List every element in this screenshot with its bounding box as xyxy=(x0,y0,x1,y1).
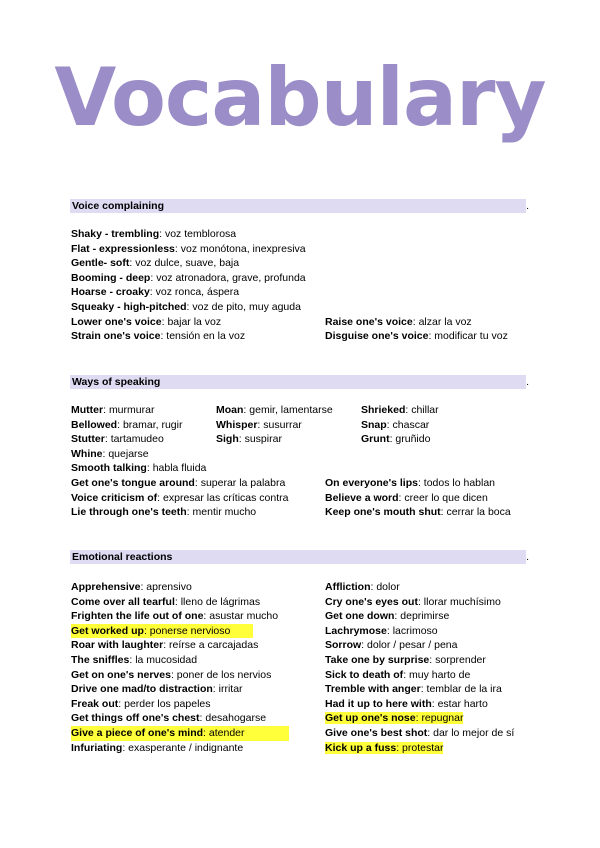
list-item-highlighted: Give a piece of one's mind: atender xyxy=(71,726,289,741)
ways-of-speaking-col-2 xyxy=(216,403,333,447)
term: Whisper xyxy=(216,418,258,431)
term: Flat - expressionless xyxy=(71,242,175,255)
definition: chillar xyxy=(411,404,439,416)
term: Get worked up xyxy=(71,624,144,637)
definition: voz temblorosa xyxy=(164,228,237,240)
list-item: Moan: gemir, lamentarse xyxy=(216,404,333,416)
term: Keep one's mouth shut xyxy=(325,506,441,519)
definition: asustar mucho xyxy=(209,610,279,623)
section-title: Ways of speaking xyxy=(72,376,161,388)
list-item: Bellowed: bramar, rugir xyxy=(71,418,183,431)
term: Give one's best shot xyxy=(325,726,428,739)
list-item: Believe a word: creer lo que dicen xyxy=(325,491,488,504)
list-item: Whisper: susurrar xyxy=(216,418,302,431)
definition: protestar xyxy=(402,741,444,754)
definition: bajar la voz xyxy=(167,315,222,328)
term: Sorrow xyxy=(325,639,362,652)
list-item: Raise one's voice: alzar la voz xyxy=(325,315,472,328)
emotional-reactions-col-2 xyxy=(325,580,514,755)
list-item: Cry one's eyes out: llorar muchísimo xyxy=(325,595,501,608)
term: Get one's tongue around xyxy=(71,476,195,489)
list-item: Get one down: deprimirse xyxy=(325,610,450,623)
emotional-reactions-col-1 xyxy=(71,580,289,755)
ways-of-speaking-col-3 xyxy=(361,403,439,447)
definition: lacrimoso xyxy=(392,624,438,637)
list-item: Sick to death of: muy harto de xyxy=(325,668,471,681)
list-item: Had it up to here with: estar harto xyxy=(325,697,488,710)
term: Lie through one's teeth xyxy=(71,506,187,519)
voice-complaining-col-2 xyxy=(325,315,508,344)
term: Lachrymose xyxy=(325,624,387,637)
term: Whine xyxy=(71,447,103,460)
term: Shrieked xyxy=(361,404,406,416)
definition: susurrar xyxy=(263,418,302,431)
term: Give a piece of one's mind xyxy=(71,726,204,739)
list-item-highlighted: Get up one's nose: repugnar xyxy=(325,712,464,725)
definition: dar lo mejor de sí xyxy=(433,726,515,739)
term: Get up one's nose xyxy=(325,712,416,725)
definition: poner de los nervios xyxy=(176,668,272,681)
section-trailing-dot: . xyxy=(526,376,529,388)
definition: superar la palabra xyxy=(200,476,286,489)
list-item: Gentle- soft: voz dulce, suave, baja xyxy=(71,257,240,270)
definition: creer lo que dicen xyxy=(404,491,488,504)
list-item: The sniffles: la mucosidad xyxy=(71,653,198,666)
list-item: Infuriating: exasperante / indignante xyxy=(71,741,244,754)
term: Raise one's voice xyxy=(325,315,413,328)
term: Sick to death of xyxy=(325,668,404,681)
term: Bellowed xyxy=(71,418,118,431)
definition: dolor xyxy=(376,581,400,593)
list-item: Stutter: tartamudeo xyxy=(71,433,164,446)
list-item: Lower one's voice: bajar la voz xyxy=(71,315,222,328)
list-item: Squeaky - high-pitched: voz de pito, muy aguda xyxy=(71,300,301,313)
term: Come over all tearful xyxy=(71,595,175,608)
list-item: Shrieked: chillar xyxy=(361,404,439,416)
page-title: Vocabulary xyxy=(54,51,546,144)
definition: gruñido xyxy=(395,433,431,446)
term: Sigh xyxy=(216,433,239,446)
list-item: Snap: chascar xyxy=(361,418,430,431)
definition: desahogarse xyxy=(205,712,267,725)
definition: muy harto de xyxy=(409,668,471,681)
list-item: Hoarse - croaky: voz ronca, áspera xyxy=(71,286,240,299)
term: Strain one's voice xyxy=(71,330,161,343)
definition: temblar de la ira xyxy=(426,683,502,696)
term: Booming - deep xyxy=(71,271,151,284)
term: Affliction xyxy=(325,581,371,593)
definition: expresar las críticas contra xyxy=(163,491,289,504)
section-trailing-dot: . xyxy=(526,200,529,212)
definition: voz atronadora, grave, profunda xyxy=(156,271,306,284)
term: Mutter xyxy=(71,404,104,416)
section-title: Voice complaining xyxy=(72,200,164,212)
term: Hoarse - croaky xyxy=(71,286,150,299)
definition: voz ronca, áspera xyxy=(155,286,240,299)
definition: lleno de lágrimas xyxy=(180,595,261,608)
term: Tremble with anger xyxy=(325,683,421,696)
definition: voz de pito, muy aguda xyxy=(192,300,301,313)
section-header-emotional-reactions xyxy=(70,550,529,564)
term: Get things off one's chest xyxy=(71,712,200,725)
term: Apprehensive xyxy=(71,581,141,593)
list-item: Affliction: dolor xyxy=(325,581,400,593)
term: Kick up a fuss xyxy=(325,741,397,754)
list-item: Tremble with anger: temblar de la ira xyxy=(325,683,502,696)
list-item: Mutter: murmurar xyxy=(71,404,155,416)
term: Freak out xyxy=(71,697,119,710)
definition: la mucosidad xyxy=(135,653,198,666)
definition: deprimirse xyxy=(400,610,450,623)
term: Infuriating xyxy=(71,741,123,754)
definition: exasperante / indignante xyxy=(128,741,244,754)
term: Disguise one's voice xyxy=(325,330,429,343)
list-item: Drive one mad/to distraction: irritar xyxy=(71,683,243,696)
term: The sniffles xyxy=(71,653,130,666)
definition: tartamudeo xyxy=(110,433,164,446)
definition: estar harto xyxy=(437,697,488,710)
definition: ponerse nervioso xyxy=(149,624,231,637)
definition: atender xyxy=(208,726,245,739)
term: Had it up to here with xyxy=(325,697,432,710)
term: Believe a word xyxy=(325,491,399,504)
term: Cry one's eyes out xyxy=(325,595,418,608)
voice-complaining-col-1 xyxy=(71,227,306,344)
list-item: Flat - expressionless: voz monótona, inexpresiva xyxy=(71,242,306,255)
term: Frighten the life out of one xyxy=(71,610,204,623)
term: Squeaky - high-pitched xyxy=(71,300,187,313)
term: Smooth talking xyxy=(71,462,147,475)
term: Drive one mad/to distraction xyxy=(71,683,213,696)
term: Moan xyxy=(216,404,244,416)
definition: perder los papeles xyxy=(124,697,211,710)
list-item: Get things off one's chest: desahogarse xyxy=(71,712,267,725)
definition: dolor / pesar / pena xyxy=(367,639,458,652)
list-item: Lie through one's teeth: mentir mucho xyxy=(71,506,257,519)
definition: quejarse xyxy=(108,447,149,460)
definition: todos lo hablan xyxy=(423,477,496,489)
term: On everyone's lips xyxy=(325,477,418,489)
definition: bramar, rugir xyxy=(122,418,183,431)
list-item: Freak out: perder los papeles xyxy=(71,697,211,710)
definition: cerrar la boca xyxy=(446,506,511,519)
term: Shaky - trembling xyxy=(71,228,160,240)
list-item: Disguise one's voice: modificar tu voz xyxy=(325,330,508,343)
definition: tensión en la voz xyxy=(166,330,246,343)
list-item: Booming - deep: voz atronadora, grave, profunda xyxy=(71,271,306,284)
definition: aprensivo xyxy=(146,581,192,593)
definition: repugnar xyxy=(421,712,464,725)
definition: sorprender xyxy=(435,653,486,666)
list-item: Sigh: suspirar xyxy=(216,433,282,446)
ways-of-speaking-col-4 xyxy=(325,476,511,520)
term: Grunt xyxy=(361,433,390,446)
section-header-voice-complaining xyxy=(70,199,529,213)
list-item-highlighted: Get worked up: ponerse nervioso xyxy=(71,624,289,639)
definition: chascar xyxy=(392,418,430,431)
list-item: Lachrymose: lacrimoso xyxy=(325,624,438,637)
definition: murmurar xyxy=(108,404,155,416)
list-item: Give one's best shot: dar lo mejor de sí xyxy=(325,726,515,739)
list-item: Smooth talking: habla fluida xyxy=(71,462,207,475)
list-item: Take one by surprise: sorprender xyxy=(325,653,486,666)
list-item: Get one's tongue around: superar la palabra xyxy=(71,476,286,489)
definition: modificar tu voz xyxy=(434,330,508,343)
term: Lower one's voice xyxy=(71,315,162,328)
list-item: Sorrow: dolor / pesar / pena xyxy=(325,639,458,652)
term: Roar with laughter xyxy=(71,639,164,652)
definition: habla fluida xyxy=(152,462,207,475)
term: Stutter xyxy=(71,433,105,446)
term: Get on one's nerves xyxy=(71,668,171,681)
definition: suspirar xyxy=(244,433,282,446)
definition: alzar la voz xyxy=(418,315,472,328)
term: Gentle- soft xyxy=(71,257,130,270)
section-title: Emotional reactions xyxy=(72,551,173,563)
term: Voice criticism of xyxy=(71,491,158,504)
definition: voz monótona, inexpresiva xyxy=(180,242,306,255)
definition: voz dulce, suave, baja xyxy=(135,257,240,270)
definition: llorar muchísimo xyxy=(423,595,501,608)
list-item: Shaky - trembling: voz temblorosa xyxy=(71,228,237,240)
list-item: Come over all tearful: lleno de lágrimas xyxy=(71,595,261,608)
definition: gemir, lamentarse xyxy=(249,404,333,416)
term: Take one by surprise xyxy=(325,653,430,666)
list-item: On everyone's lips: todos lo hablan xyxy=(325,477,496,489)
list-item: Strain one's voice: tensión en la voz xyxy=(71,330,246,343)
section-header-ways-of-speaking xyxy=(70,375,529,389)
definition: reírse a carcajadas xyxy=(169,639,259,652)
list-item: Whine: quejarse xyxy=(71,447,149,460)
list-item: Apprehensive: aprensivo xyxy=(71,581,192,593)
list-item: Roar with laughter: reírse a carcajadas xyxy=(71,639,259,652)
list-item: Voice criticism of: expresar las críticas contra xyxy=(71,491,289,504)
term: Get one down xyxy=(325,610,395,623)
section-trailing-dot: . xyxy=(526,551,529,563)
definition: irritar xyxy=(218,683,243,696)
list-item: Frighten the life out of one: asustar mucho xyxy=(71,610,279,623)
definition: mentir mucho xyxy=(192,506,257,519)
list-item: Keep one's mouth shut: cerrar la boca xyxy=(325,506,511,519)
term: Snap xyxy=(361,418,387,431)
list-item-highlighted: Kick up a fuss: protestar xyxy=(325,741,444,754)
list-item: Grunt: gruñido xyxy=(361,433,431,446)
list-item: Get on one's nerves: poner de los nervios xyxy=(71,668,272,681)
